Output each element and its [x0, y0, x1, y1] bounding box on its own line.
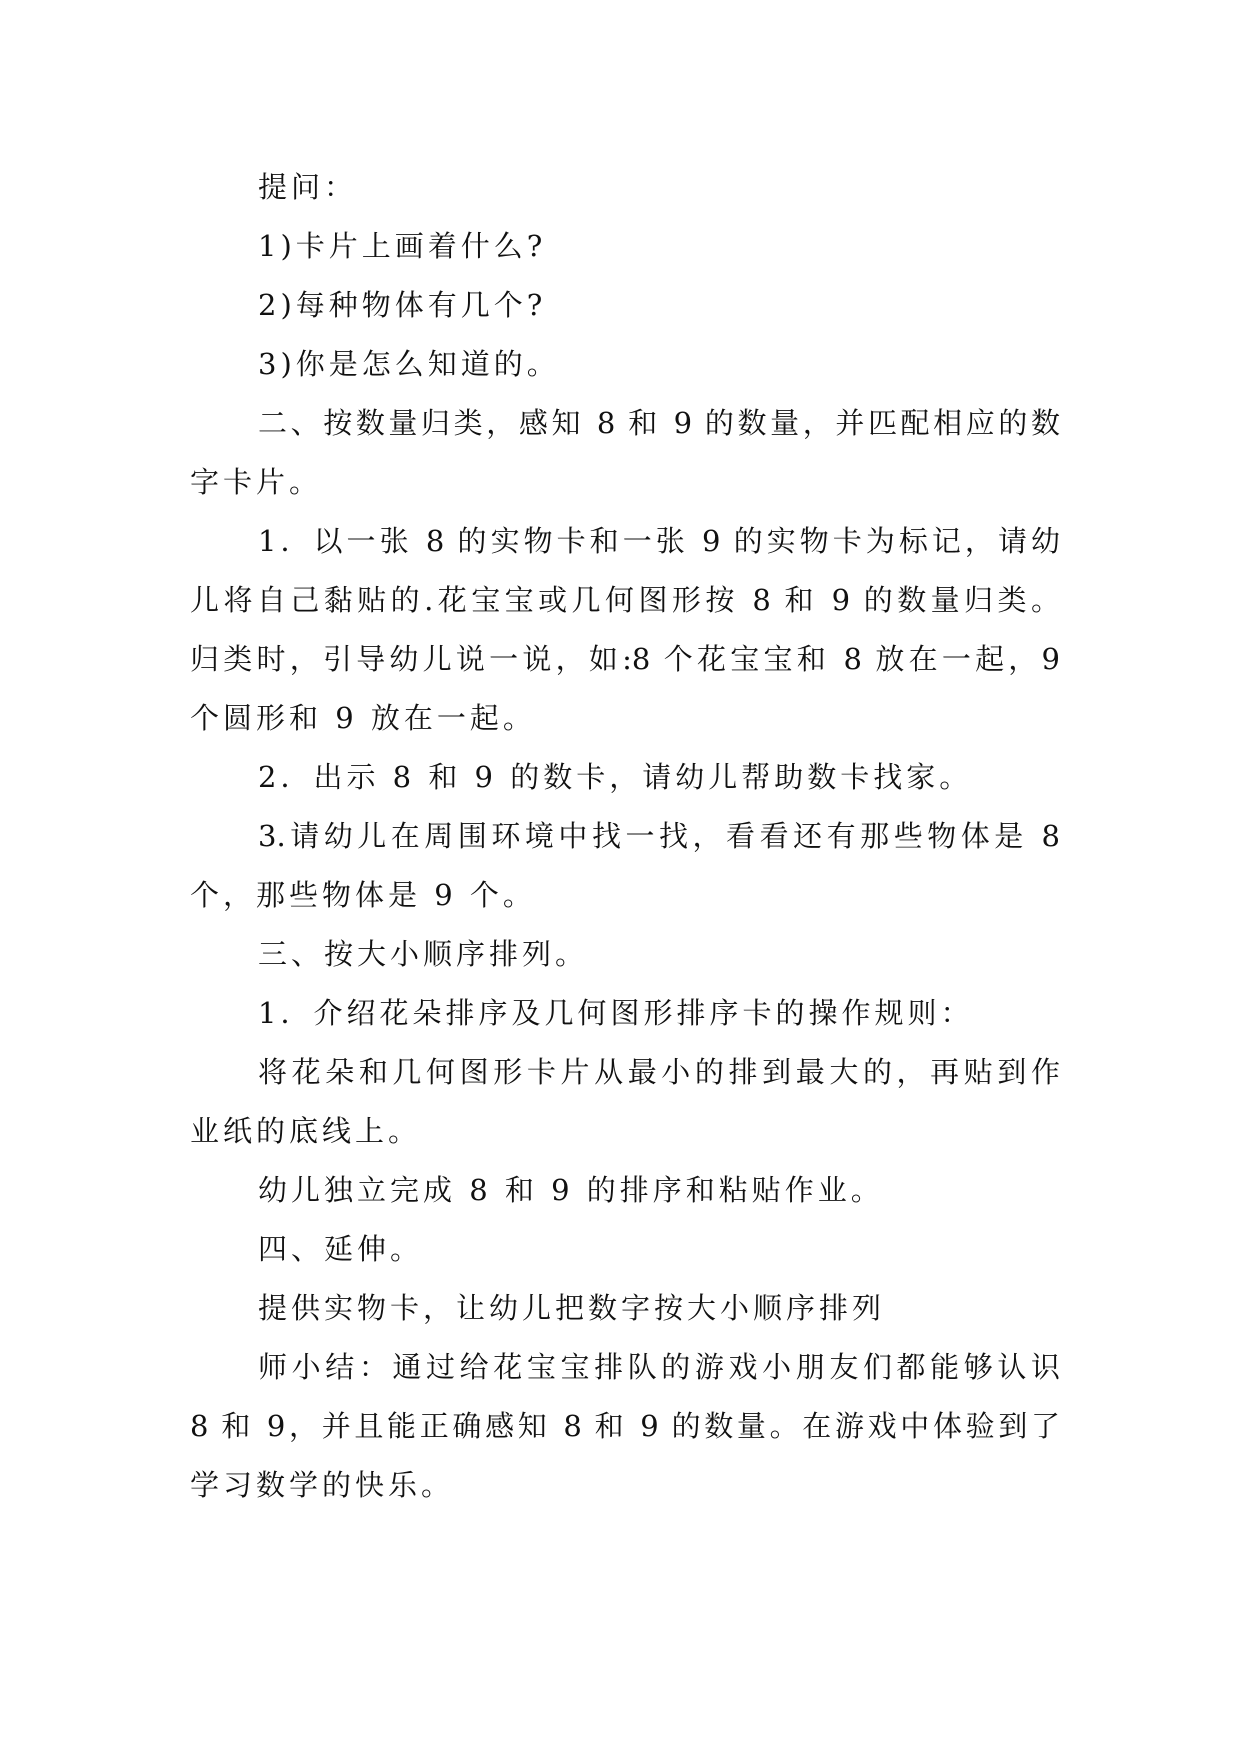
paragraph-line: 二、按数量归类，感知 8 和 9 的数量，并匹配相应的数: [258, 406, 1060, 440]
paragraph-line: 提问：: [258, 170, 358, 204]
paragraph-line: 学习数学的快乐。: [190, 1468, 455, 1502]
paragraph-line: 3.请幼儿在周围环境中找一找，看看还有那些物体是 8: [258, 819, 1060, 853]
paragraph-line: 1．以一张 8 的实物卡和一张 9 的实物卡为标记，请幼: [258, 524, 1060, 558]
paragraph-line: 字卡片。: [190, 465, 323, 499]
paragraph-line: 个，那些物体是 9 个。: [190, 878, 536, 912]
paragraph-line: 2)每种物体有几个?: [258, 288, 547, 322]
section-heading: 三、按大小顺序排列。: [258, 937, 589, 971]
paragraph-line: 1．介绍花朵排序及几何图形排序卡的操作规则：: [258, 996, 974, 1030]
paragraph-line: 提供实物卡，让幼儿把数字按大小顺序排列: [258, 1291, 886, 1325]
paragraph-line: 归类时，引导幼儿说一说，如:8 个花宝宝和 8 放在一起，9: [190, 642, 1060, 676]
paragraph-line: 2．出示 8 和 9 的数卡，请幼儿帮助数卡找家。: [258, 760, 973, 794]
paragraph-line: 幼儿独立完成 8 和 9 的排序和粘贴作业。: [258, 1173, 884, 1207]
paragraph-line: 师小结：通过给花宝宝排队的游戏小朋友们都能够认识: [258, 1350, 1060, 1384]
paragraph-line: 3)你是怎么知道的。: [258, 347, 560, 381]
paragraph-line: 个圆形和 9 放在一起。: [190, 701, 536, 735]
paragraph-line: 8 和 9，并且能正确感知 8 和 9 的数量。在游戏中体验到了: [190, 1409, 1060, 1443]
paragraph-line: 1)卡片上画着什么?: [258, 229, 547, 263]
paragraph-line: 业纸的底线上。: [190, 1114, 422, 1148]
section-heading: 四、延伸。: [258, 1232, 424, 1266]
paragraph-line: 儿将自己黏贴的.花宝宝或几何图形按 8 和 9 的数量归类。: [190, 583, 1060, 617]
document-body: [190, 158, 1060, 1515]
paragraph-line: 将花朵和几何图形卡片从最小的排到最大的，再贴到作: [258, 1055, 1060, 1089]
